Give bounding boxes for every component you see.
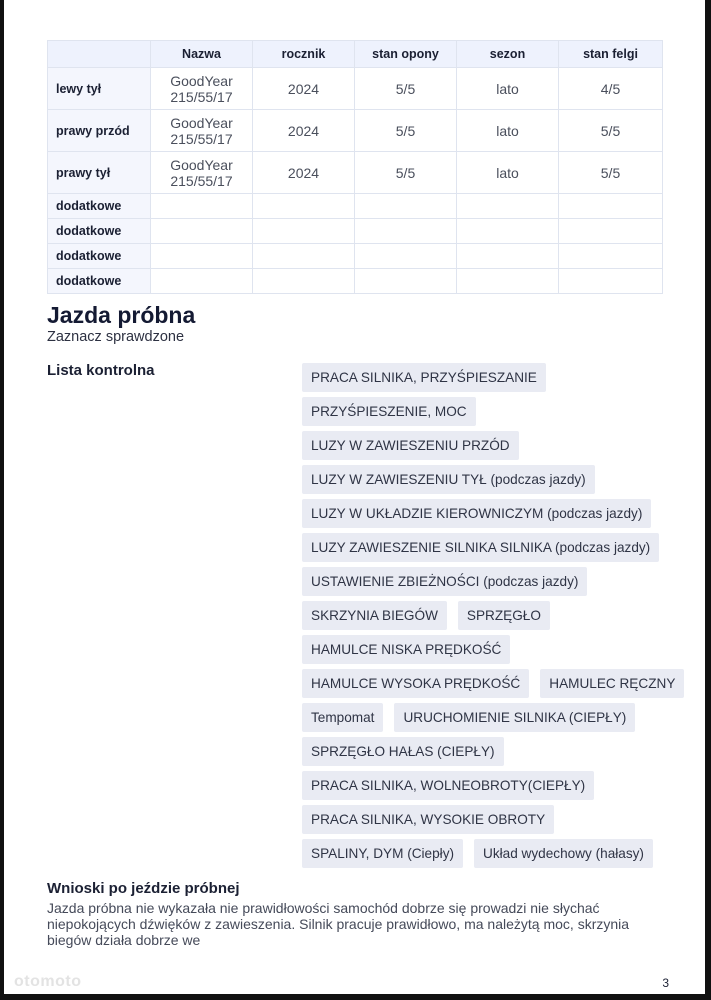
row-label: dodatkowe: [48, 269, 151, 294]
empty-cell: [559, 194, 663, 219]
page-frame-left: [0, 0, 4, 1000]
tire-brand: GoodYear: [170, 114, 233, 131]
column-header-rim-condition: stan felgi: [559, 41, 663, 68]
checklist-chip[interactable]: HAMULEC RĘCZNY: [540, 669, 684, 698]
checklist-chip[interactable]: PRACA SILNIKA, WOLNEOBROTY(CIEPŁY): [302, 771, 594, 800]
table-row: [48, 110, 663, 152]
table-row: [48, 244, 663, 269]
table-row: [48, 194, 663, 219]
chip-row: [302, 533, 662, 562]
checklist-chip[interactable]: Tempomat: [302, 703, 383, 732]
tire-condition-cell: 5/5: [355, 68, 457, 110]
table-row: [48, 269, 663, 294]
rim-condition-cell: 4/5: [559, 68, 663, 110]
tire-brand: GoodYear: [170, 156, 233, 173]
checklist-chip[interactable]: SPRZĘGŁO HAŁAS (CIEPŁY): [302, 737, 504, 766]
page-frame-right: [705, 0, 711, 1000]
empty-cell: [457, 194, 559, 219]
checklist-chip[interactable]: SPALINY, DYM (Ciepły): [302, 839, 463, 868]
chip-row: [302, 465, 662, 494]
year-cell: 2024: [253, 110, 355, 152]
rim-condition-cell: 5/5: [559, 152, 663, 194]
chip-row: [302, 839, 662, 868]
chip-row: [302, 737, 662, 766]
chip-row: [302, 431, 662, 460]
row-label: lewy tył: [48, 68, 151, 110]
table-row: [48, 152, 663, 194]
chip-row: [302, 771, 662, 800]
checklist-chip[interactable]: PRACA SILNIKA, WYSOKIE OBROTY: [302, 805, 554, 834]
table-header-row: [48, 41, 663, 68]
checklist-label: Lista kontrolna: [47, 362, 155, 379]
row-label: prawy przód: [48, 110, 151, 152]
empty-cell: [355, 219, 457, 244]
row-label: dodatkowe: [48, 219, 151, 244]
empty-cell: [151, 244, 253, 269]
tire-size: 215/55/17: [170, 88, 233, 105]
empty-cell: [355, 244, 457, 269]
checklist-chip[interactable]: HAMULCE NISKA PRĘDKOŚĆ: [302, 635, 510, 664]
checklist-chip[interactable]: SPRZĘGŁO: [458, 601, 550, 630]
conclusions-title: Wnioski po jeździe próbnej: [47, 880, 240, 897]
tire-condition-cell: 5/5: [355, 152, 457, 194]
chip-row: [302, 635, 662, 664]
row-label: dodatkowe: [48, 194, 151, 219]
empty-cell: [253, 194, 355, 219]
season-cell: lato: [457, 110, 559, 152]
tire-condition-cell: 5/5: [355, 110, 457, 152]
column-header-year: rocznik: [253, 41, 355, 68]
tire-brand: GoodYear: [170, 72, 233, 89]
empty-cell: [457, 244, 559, 269]
empty-cell: [457, 269, 559, 294]
checklist-chip[interactable]: LUZY ZAWIESZENIE SILNIKA SILNIKA (podczas jazdy): [302, 533, 659, 562]
chip-row: [302, 669, 676, 698]
rim-condition-cell: 5/5: [559, 110, 663, 152]
chip-row: [302, 703, 662, 732]
chip-row: [302, 499, 662, 528]
page-frame-bottom: [0, 994, 711, 1000]
tire-size: 215/55/17: [170, 172, 233, 189]
watermark-logo: otomoto: [14, 973, 82, 990]
table-row: [48, 68, 663, 110]
empty-cell: [253, 219, 355, 244]
chip-row: [302, 805, 662, 834]
section-subtitle: Zaznacz sprawdzone: [47, 329, 185, 345]
checklist-chip[interactable]: LUZY W ZAWIESZENIU PRZÓD: [302, 431, 519, 460]
row-label: prawy tył: [48, 152, 151, 194]
tire-name-cell: [151, 110, 253, 152]
chip-row: [302, 397, 662, 426]
checklist-chip[interactable]: PRZYŚPIESZENIE, MOC: [302, 397, 476, 426]
empty-cell: [151, 269, 253, 294]
empty-cell: [457, 219, 559, 244]
table-header-corner: [48, 41, 151, 68]
chip-row: [302, 567, 662, 596]
checklist-chips: [302, 363, 676, 873]
checklist-chip[interactable]: URUCHOMIENIE SILNIKA (CIEPŁY): [394, 703, 635, 732]
empty-cell: [253, 244, 355, 269]
tire-name-cell: [151, 152, 253, 194]
checklist-chip[interactable]: Układ wydechowy (hałasy): [474, 839, 653, 868]
empty-cell: [559, 244, 663, 269]
empty-cell: [355, 269, 457, 294]
empty-cell: [151, 219, 253, 244]
empty-cell: [253, 269, 355, 294]
table-row: [48, 219, 663, 244]
page-number: 3: [662, 976, 669, 990]
chip-row: [302, 601, 662, 630]
empty-cell: [355, 194, 457, 219]
column-header-name: Nazwa: [151, 41, 253, 68]
tire-name-cell: [151, 68, 253, 110]
tire-size: 215/55/17: [170, 130, 233, 147]
checklist-chip[interactable]: PRACA SILNIKA, PRZYŚPIESZANIE: [302, 363, 546, 392]
year-cell: 2024: [253, 152, 355, 194]
empty-cell: [151, 194, 253, 219]
empty-cell: [559, 269, 663, 294]
checklist-chip[interactable]: LUZY W UKŁADZIE KIEROWNICZYM (podczas jazdy): [302, 499, 651, 528]
checklist-chip[interactable]: HAMULCE WYSOKA PRĘDKOŚĆ: [302, 669, 529, 698]
tires-table: [47, 40, 663, 294]
empty-cell: [559, 219, 663, 244]
checklist-chip[interactable]: USTAWIENIE ZBIEŻNOŚCI (podczas jazdy): [302, 567, 587, 596]
checklist-chip[interactable]: LUZY W ZAWIESZENIU TYŁ (podczas jazdy): [302, 465, 595, 494]
column-header-season: sezon: [457, 41, 559, 68]
conclusions-text: Jazda próbna nie wykazała nie prawidłowości samochód dobrze się prowadzi nie słychać niepokojących dźwięków z zawieszenia. Silnik pracuje prawidłowo, ma należytą moc, skrzynia biegów działa dobrze we: [47, 900, 630, 948]
season-cell: lato: [457, 68, 559, 110]
checklist-chip[interactable]: SKRZYNIA BIEGÓW: [302, 601, 447, 630]
year-cell: 2024: [253, 68, 355, 110]
row-label: dodatkowe: [48, 244, 151, 269]
section-title: Jazda próbna: [47, 302, 196, 328]
column-header-tire-condition: stan opony: [355, 41, 457, 68]
season-cell: lato: [457, 152, 559, 194]
chip-row: [302, 363, 662, 392]
